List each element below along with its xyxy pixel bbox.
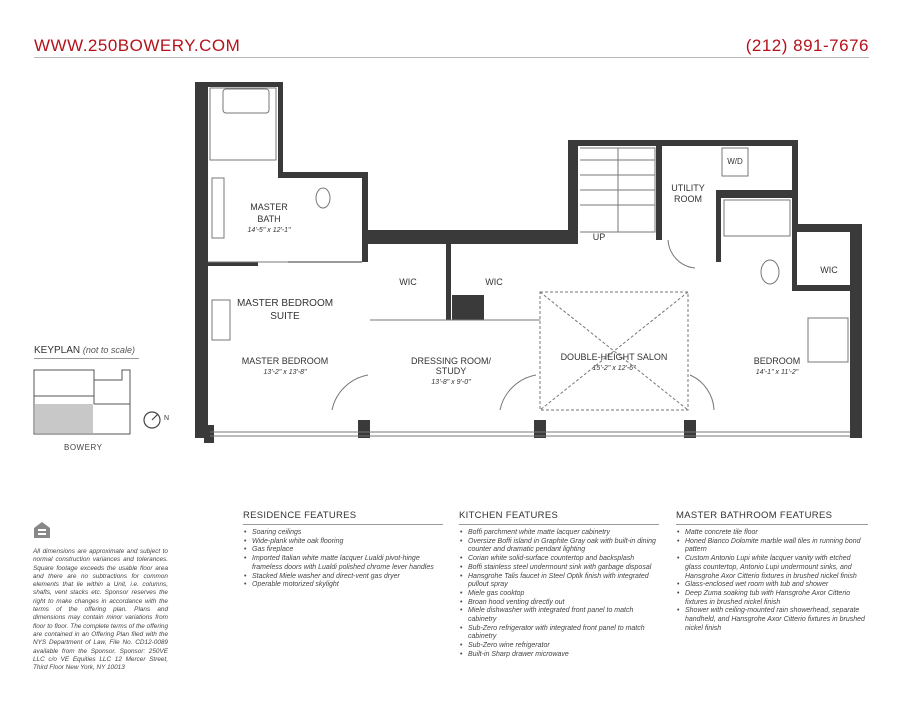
list-item: • Boffi stainless steel undermount sink with garbage disposal — [468, 564, 659, 573]
list-item: • Glass-enclosed wet room with tub and shower — [685, 581, 868, 590]
list-item: • Broan hood venting directly out — [468, 599, 659, 608]
list-item: • Deep Zuma soaking tub with Hansgrohe Axor Citterio fixtures in brushed nickel finish — [685, 590, 868, 607]
master-bath-label-2: BATH — [257, 214, 281, 224]
list-item: • Gas fireplace — [252, 546, 443, 555]
list-item: • Built-in Sharp drawer microwave — [468, 651, 659, 660]
bedroom-label: BEDROOM — [753, 356, 801, 366]
stairs-up-label: UP — [592, 232, 606, 242]
list-item: • Sub-Zero wine refrigerator — [468, 642, 659, 651]
master-bedroom-dims: 13'-2" x 13'-8" — [263, 369, 307, 376]
list-item: • Wide-plank white oak flooring — [252, 538, 443, 547]
keyplan-title — [34, 345, 135, 356]
dressing-label-1: DRESSING ROOM/ — [410, 356, 492, 366]
master-suite-label-1: MASTER BEDROOM — [236, 298, 334, 309]
residence-features-title: RESIDENCE FEATURES — [243, 510, 357, 521]
salon-label: DOUBLE-HEIGHT SALON — [560, 352, 668, 362]
salon-dims: 15'-2" x 12'-6" — [592, 365, 636, 372]
utility-label-2: ROOM — [674, 194, 702, 204]
list-item: • Stacked Miele washer and direct-vent gas dryer — [252, 573, 443, 582]
bathroom-features-title: MASTER BATHROOM FEATURES — [676, 510, 833, 521]
kitchen-features-title: KITCHEN FEATURES — [459, 510, 559, 521]
list-item: • Miele dishwasher with integrated front panel to match cabinetry — [468, 607, 659, 624]
list-item: • Soaring ceilings — [252, 529, 443, 538]
list-item: • Miele gas cooktop — [468, 590, 659, 599]
keyplan-diagram — [32, 368, 172, 440]
list-item: • Hansgrohe Talis faucet in Steel Optik finish with integrated pullout spray — [468, 573, 659, 590]
list-item: • Oversize Boffi island in Graphite Gray oak with built-in dining counter and dramatic pendant lighting — [468, 538, 659, 555]
dressing-dims: 13'-8" x 9'-0" — [431, 379, 471, 386]
list-item: • Imported Italian white matte lacquer Lualdi pivot-hinge frameless doors with Lualdi polished chrome lever handles — [252, 555, 443, 572]
wic-label-3: WIC — [820, 265, 838, 275]
dressing-label-2: STUDY — [435, 366, 467, 376]
wic-label-2: WIC — [485, 277, 503, 287]
master-bath-dims: 14'-5" x 12'-1" — [247, 227, 291, 234]
list-item: • Corian white solid-surface countertop and backsplash — [468, 555, 659, 564]
keyplan-street-label: BOWERY — [64, 443, 103, 452]
wd-label: W/D — [727, 157, 743, 166]
master-bedroom-label: MASTER BEDROOM — [241, 356, 329, 366]
kitchen-features — [459, 510, 659, 660]
north-label: N — [164, 415, 170, 422]
equal-housing-icon — [33, 521, 51, 539]
website-url[interactable]: WWW.250BOWERY.COM — [34, 36, 241, 55]
bedroom-dims: 14'-1" x 11'-2" — [755, 369, 799, 376]
keyplan-note: (not to scale) — [82, 345, 135, 355]
bathroom-features — [676, 510, 868, 633]
list-item: • Matte concrete tile floor — [685, 529, 868, 538]
phone-number[interactable]: (212) 891-7676 — [745, 36, 869, 55]
list-item: • Custom Antonio Lupi white lacquer vanity with etched glass countertop, Antonio Lupi undermount sinks, and Hansgrohe Axor Citterio fixtures in brushed nickel finish — [685, 555, 868, 581]
legal-disclaimer: All dimensions are approximate and subject to normal construction variances and tolerances. Square footage exceeds the usable floor area and there are no subtractions for common elements that lie within a Unit, i.e. columns, shafts, vent stacks etc. Sponsor reserves the right to make changes in accordance with the terms of the offering plan. Plans and dimensions may contain minor variations from floor to floor. The complete terms of the offering are contained in an Offering Plan filed with the NYS Department of Law, File No. CD12-0089 available from the Sponsor. Sponsor: 250VE LLC c/o VE Equities LLC 12 Mercer Street, Third Floor New York, NY 10013 — [33, 548, 168, 672]
master-suite-label-2: SUITE — [270, 311, 300, 322]
keyplan-heading: KEYPLAN — [34, 345, 81, 356]
master-bath-label-1: MASTER — [250, 202, 288, 212]
list-item: • Honed Bianco Dolomite marble wall tiles in running bond pattern — [685, 538, 868, 555]
residence-features — [243, 510, 443, 590]
utility-label-1: UTILITY — [671, 183, 705, 193]
list-item: • Shower with ceiling-mounted rain showerhead, separate handheld, and Hansgrohe Axor Citterio fixtures in brushed nickel finish — [685, 607, 868, 633]
keyplan-divider — [34, 358, 139, 359]
list-item: • Sub-Zero refrigerator with integrated front panel to match cabinetry — [468, 625, 659, 642]
list-item: • Operable motorized skylight — [252, 581, 443, 590]
list-item: • Boffi parchment white matte lacquer cabinetry — [468, 529, 659, 538]
wic-label-1: WIC — [399, 277, 417, 287]
